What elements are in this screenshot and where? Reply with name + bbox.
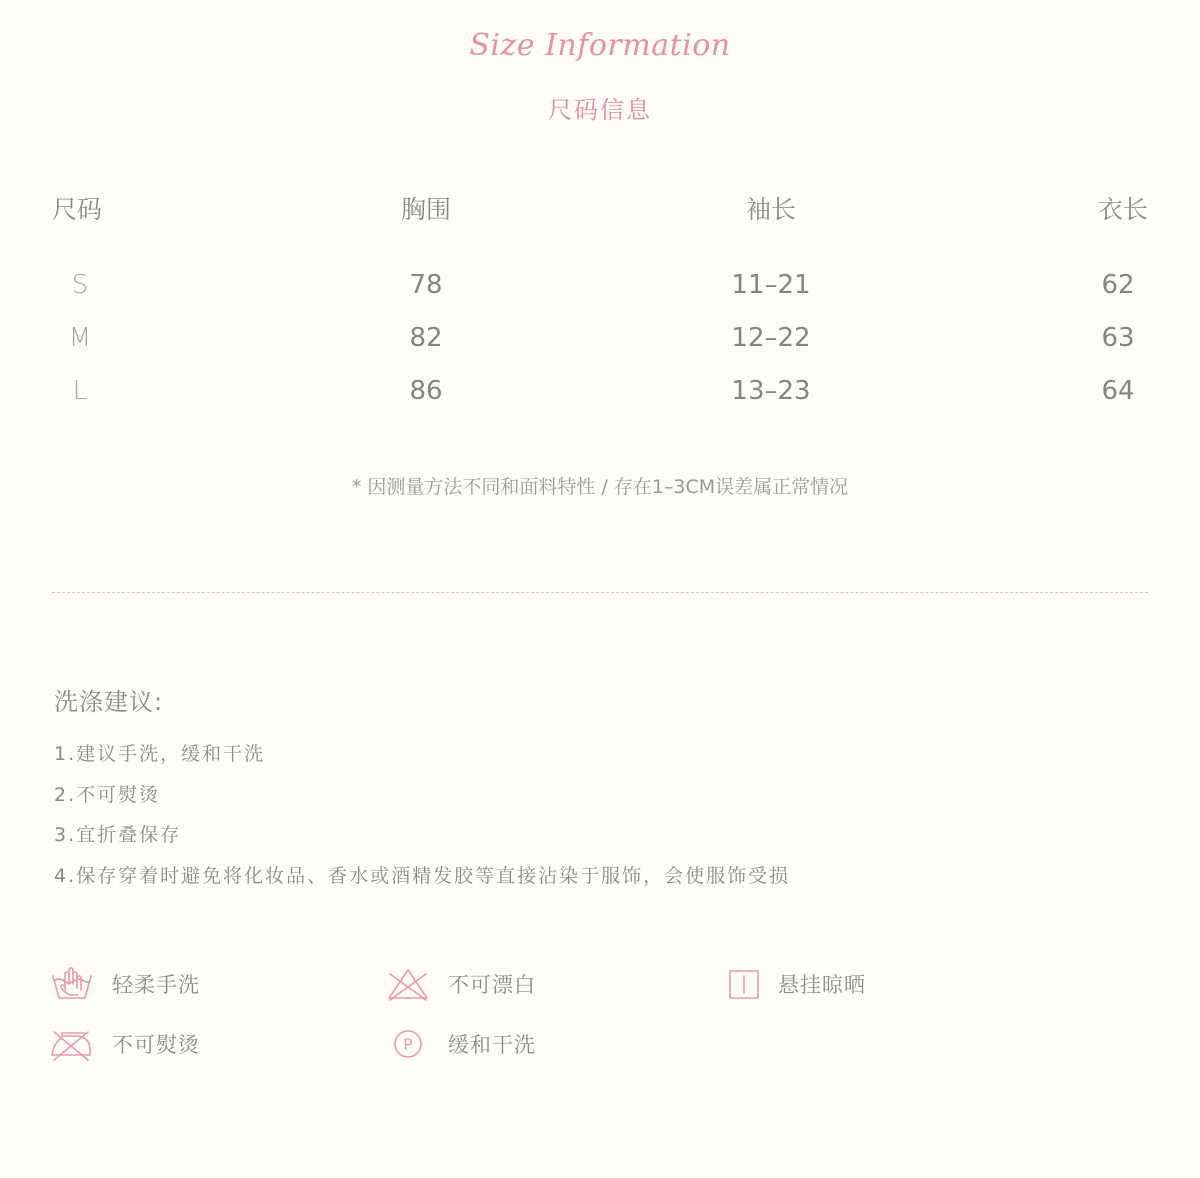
size-cell: S [71,270,89,300]
page-title-english: Size Information [469,28,731,63]
size-cell: L [72,376,88,406]
dry-clean-symbol: P [403,1035,413,1054]
hang-dry-icon [728,964,760,1004]
list-item: 3.宜折叠保存 [54,824,182,846]
length-cell: 62 [1101,270,1135,300]
size-cell: M [68,323,92,353]
care-icon-label: 不可漂白 [448,973,536,997]
column-header-size: 尺码 [52,195,103,224]
column-header-sleeve: 袖长 [745,195,796,224]
table-row [52,376,1148,429]
care-item-no-bleach [386,964,536,1004]
column-header-chest: 胸围 [400,195,451,224]
dry-clean-icon [392,1024,424,1064]
table-header-row [52,190,1148,270]
list-item: 1.建议手洗，缓和干洗 [54,743,266,765]
care-item-no-iron [48,1024,200,1064]
table-row [52,323,1148,376]
list-item: 4.保存穿着时避免将化妆品、香水或酒精发胶等直接沾染于服饰，会使服饰受损 [54,864,791,887]
care-icon-label: 缓和干洗 [448,1033,536,1057]
care-instructions-list [54,740,790,902]
care-item-hand-wash [50,964,200,1004]
page-title: 尺码信息 [548,96,652,124]
care-item-dry-clean [392,1024,536,1064]
no-iron-icon [48,1024,94,1064]
sleeve-cell: 12–22 [731,323,811,353]
sleeve-cell: 13–23 [731,376,811,406]
length-cell: 63 [1101,323,1135,353]
table-row [52,270,1148,323]
length-cell: 64 [1101,376,1135,406]
chest-cell: 78 [409,270,443,300]
care-icon-label: 悬挂晾晒 [778,973,866,997]
care-icon-label: 不可熨烫 [112,1033,200,1057]
chest-cell: 82 [409,323,443,353]
section-divider [52,592,1148,593]
sleeve-cell: 11–21 [731,270,811,300]
measurement-note: * 因测量方法不同和面料特性 / 存在1–3CM误差属正常情况 [351,476,849,498]
no-bleach-icon [386,964,430,1004]
list-item: 2.不可熨烫 [54,783,161,806]
hand-wash-icon [50,964,94,1004]
column-header-length: 衣长 [1097,195,1148,224]
size-table [52,190,1148,429]
care-icon-label: 轻柔手洗 [112,973,200,997]
care-item-hang-dry [728,964,866,1004]
care-title: 洗涤建议: [54,688,164,716]
chest-cell: 86 [409,376,443,406]
